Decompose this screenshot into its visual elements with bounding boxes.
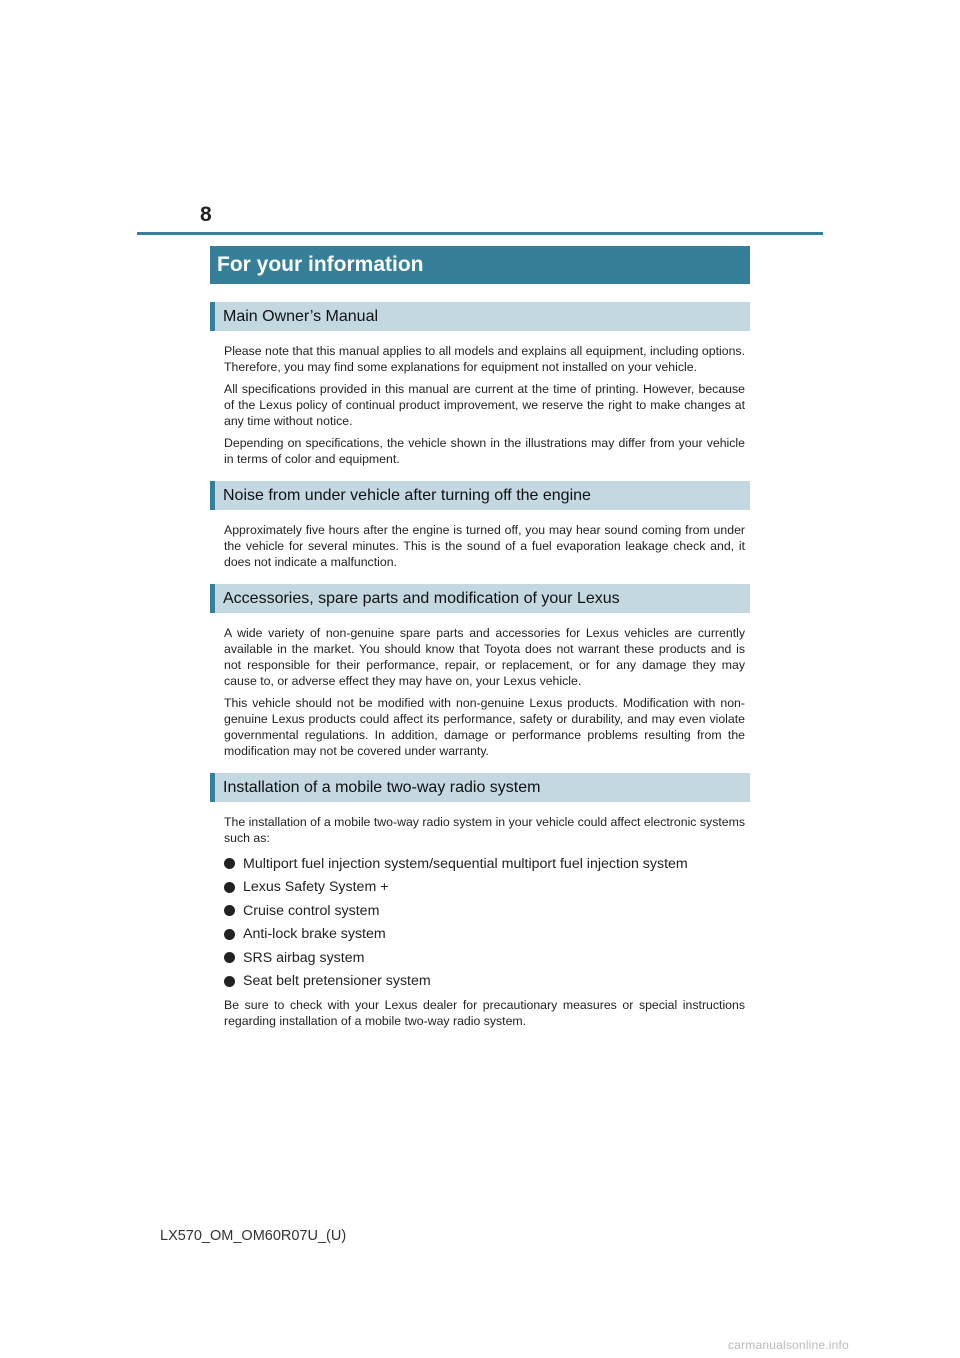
paragraph: The installation of a mobile two-way radio system in your vehicle could affect electronic systems such as: xyxy=(224,815,745,845)
list-item xyxy=(224,899,750,923)
paragraph: Please note that this manual applies to all models and explains all equipment, including options. Therefore, you may find some explanations for equipment not installed on your vehicle. xyxy=(224,344,745,374)
list-item-label: Multiport fuel injection system/sequential multiport fuel injection system xyxy=(243,855,688,872)
list-item xyxy=(224,876,750,900)
page-number: 8 xyxy=(200,203,212,226)
bullet-icon xyxy=(224,952,235,963)
list-item xyxy=(224,970,750,994)
bullet-icon xyxy=(224,929,235,940)
header-divider xyxy=(137,232,823,235)
bullet-icon xyxy=(224,976,235,987)
list-item-label: Anti-lock brake system xyxy=(243,926,386,943)
section-heading-main-manual: Main Owner’s Manual xyxy=(210,302,750,331)
bullet-icon xyxy=(224,858,235,869)
paragraph: All specifications provided in this manual are current at the time of printing. However, because of the Lexus policy of continual product improvement, we reserve the right to make changes at any time without notice. xyxy=(224,382,745,428)
bullet-icon xyxy=(224,882,235,893)
page-title: For your information xyxy=(210,246,750,284)
paragraph: Depending on specifications, the vehicle shown in the illustrations may differ from your vehicle in terms of color and equipment. xyxy=(224,436,745,466)
section-heading-noise: Noise from under vehicle after turning off the engine xyxy=(210,481,750,510)
section-heading-accessories: Accessories, spare parts and modification of your Lexus xyxy=(210,584,750,613)
paragraph: A wide variety of non-genuine spare parts and accessories for Lexus vehicles are currently available in the market. You should know that Toyota does not warrant these products and is not responsible for their performance, repair, or replacement, or for any damage they may cause to, or adverse effect they may have on, your Lexus vehicle. xyxy=(224,626,745,688)
paragraph: Be sure to check with your Lexus dealer for precautionary measures or special instructions regarding installation of a mobile two-way radio system. xyxy=(224,998,745,1028)
list-item-label: Seat belt pretensioner system xyxy=(243,973,431,990)
affected-systems-list xyxy=(224,852,750,993)
section-heading-radio: Installation of a mobile two-way radio system xyxy=(210,773,750,802)
paragraph: This vehicle should not be modified with non-genuine Lexus products. Modification with non-genuine Lexus products could affect its performance, safety or durability, and may even violate governmental regulations. In addition, damage or performance problems resulting from the modification may not be covered under warranty. xyxy=(224,696,745,758)
list-item-label: Lexus Safety System + xyxy=(243,879,389,896)
list-item-label: Cruise control system xyxy=(243,902,380,919)
list-item xyxy=(224,852,750,876)
page-content xyxy=(210,302,750,1035)
list-item xyxy=(224,946,750,970)
paragraph: Approximately five hours after the engine is turned off, you may hear sound coming from under the vehicle for several minutes. This is the sound of a fuel evaporation leakage check and, it does not indicate a malfunction. xyxy=(224,523,745,569)
document-code: LX570_OM_OM60R07U_(U) xyxy=(160,1228,347,1244)
list-item-label: SRS airbag system xyxy=(243,949,365,966)
bullet-icon xyxy=(224,905,235,916)
watermark: carmanualsonline.info xyxy=(728,1338,849,1352)
list-item xyxy=(224,923,750,947)
